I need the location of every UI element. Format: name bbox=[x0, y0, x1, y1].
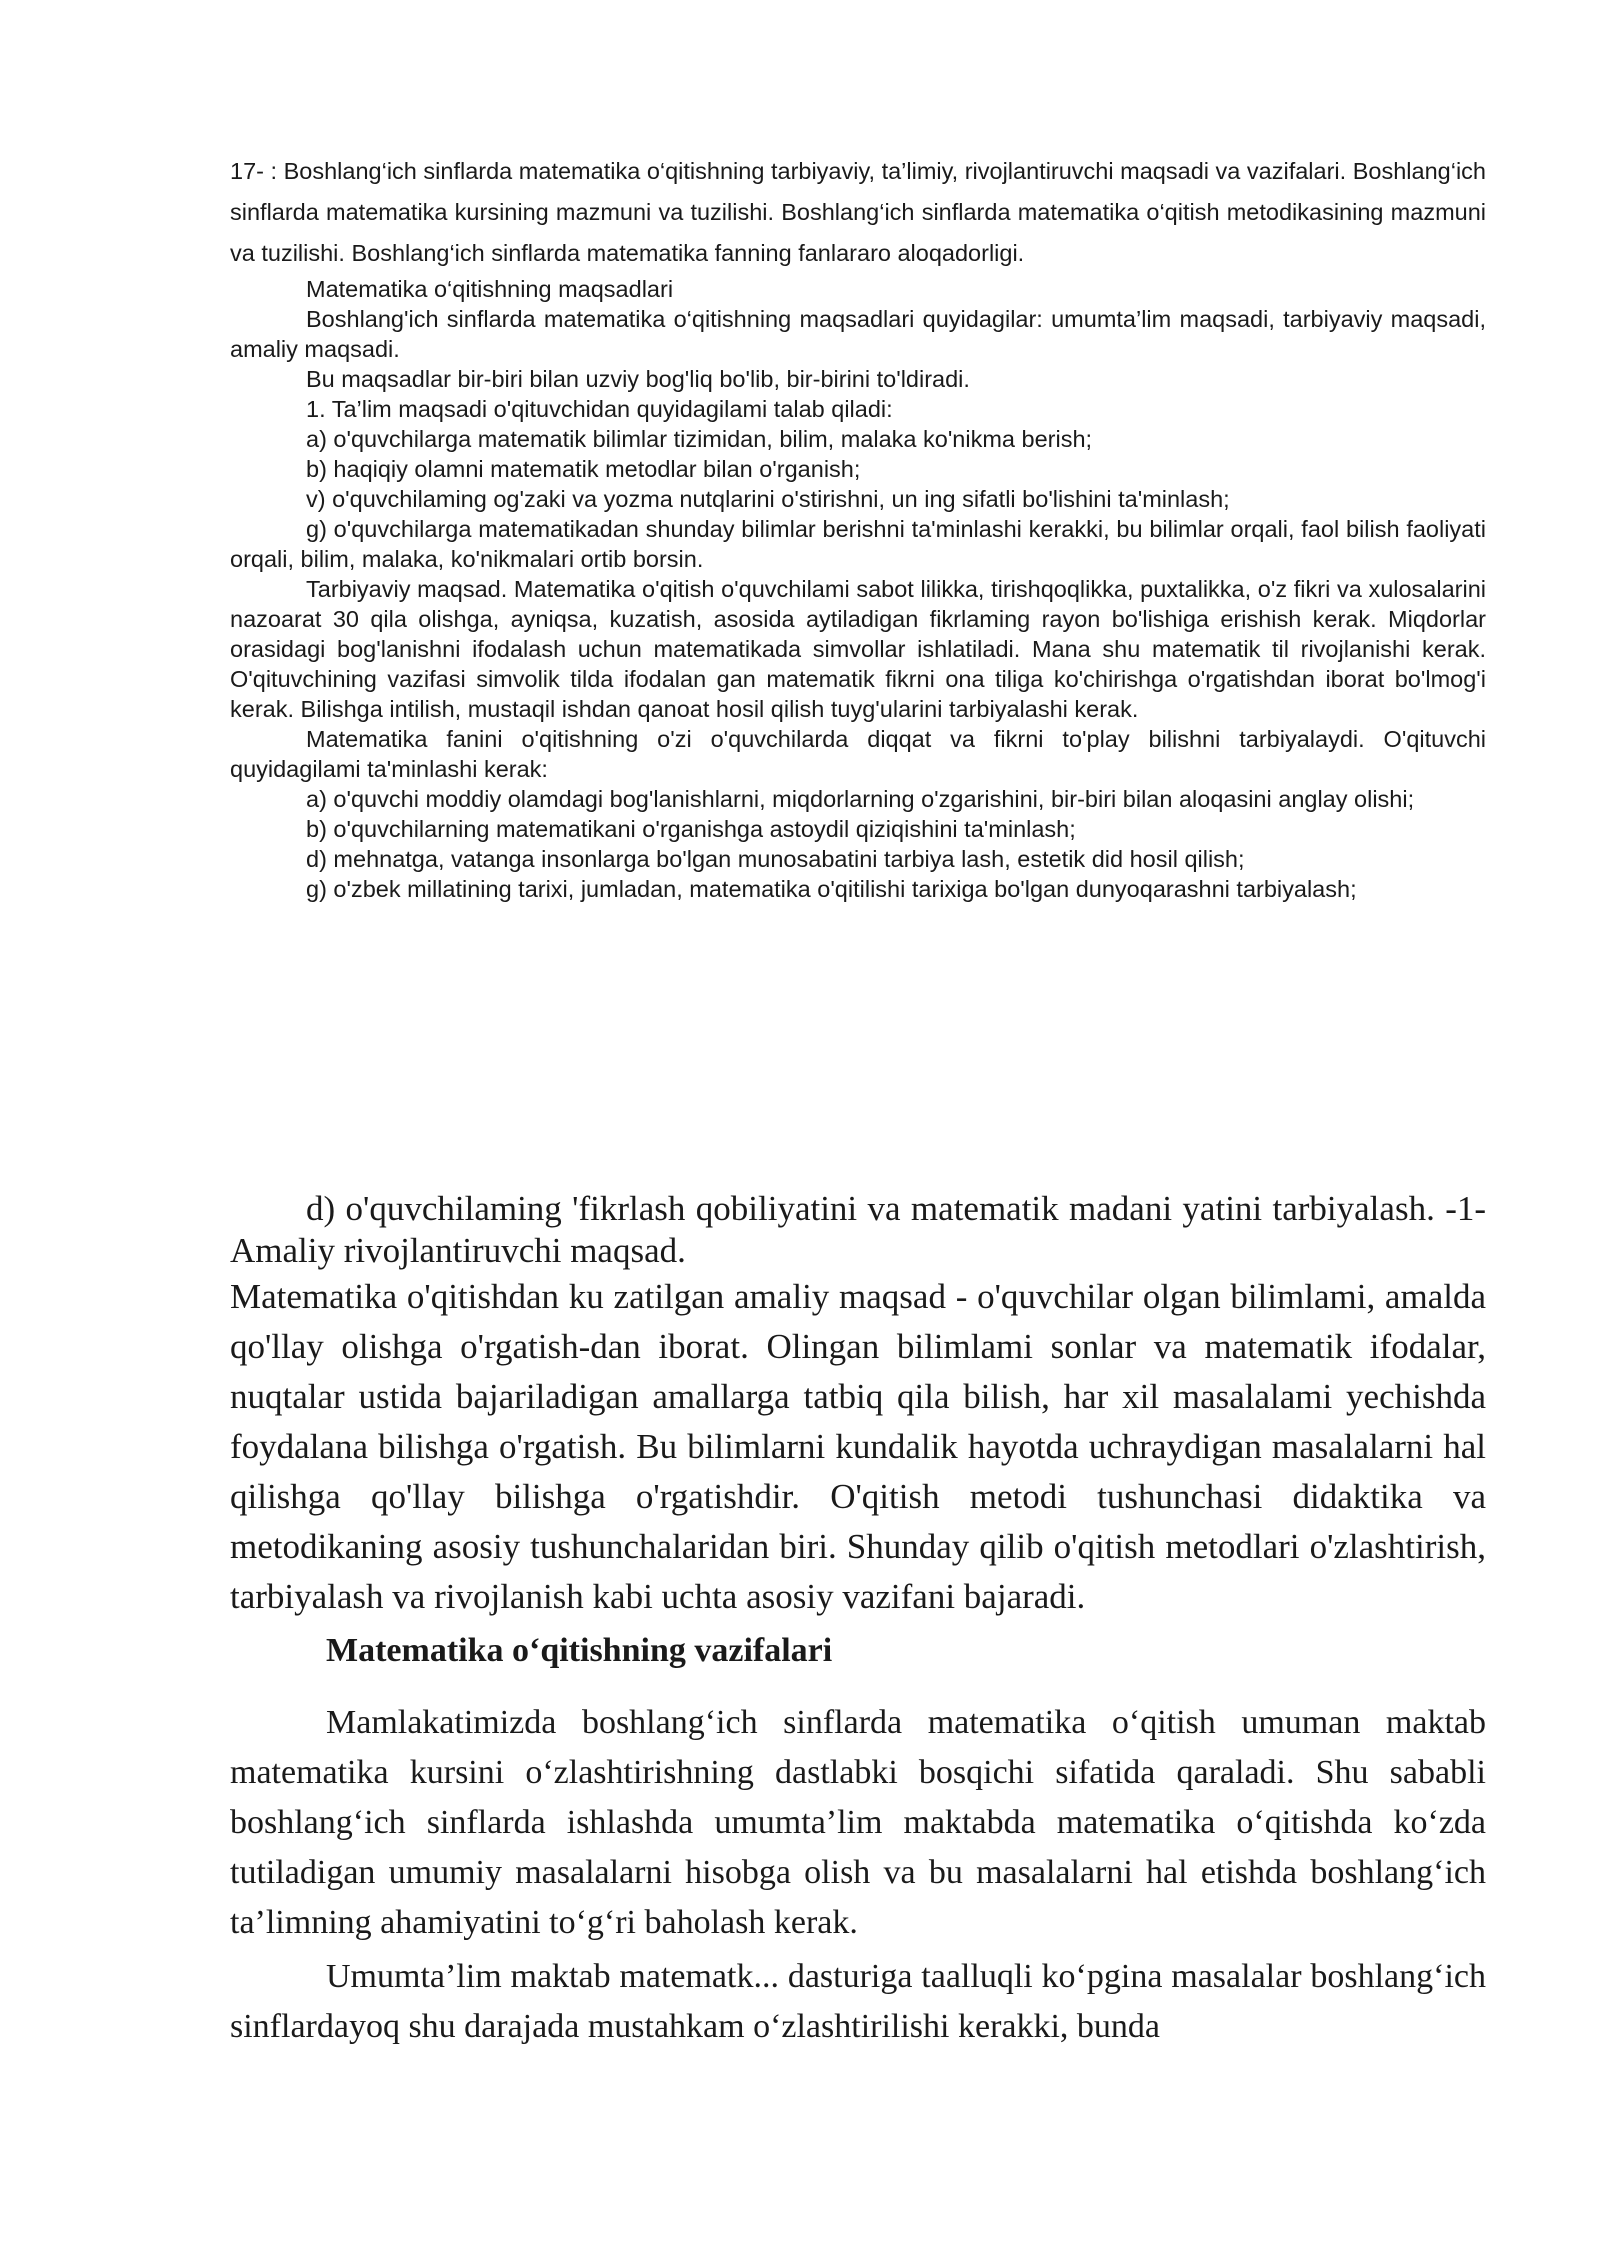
talim-item-v: v) o'quvchilaming og'zaki va yozma nutqlarini o'stirishni, un ing sifatli bo'lishini ta'minlash; bbox=[306, 486, 1230, 512]
fanini-item-b: b) o'quvchilarning matematikani o'rganishga astoydil qiziqishini ta'minlash; bbox=[306, 816, 1076, 842]
umumta-paragraph: Umumta’lim maktab matematk... dasturiga taalluqli ko‘pgina masalalar boshlang‘ich sinflardayoq shu darajada mustahkam o‘zlashtirilishi kerakki, bunda bbox=[230, 1958, 1486, 2045]
fanini-item-d: d) mehnatga, vatanga insonlarga bo'lgan munosabatini tarbiya lash, estetik did hosil qilish; bbox=[306, 846, 1245, 872]
section1-intro: Boshlang'ich sinflarda matematika o‘qitishning maqsadlari quyidagilar: umumta’lim maqsadi, tarbiyaviy maqsadi, amaliy maqsadi. bbox=[230, 306, 1486, 362]
mamlakat-paragraph: Mamlakatimizda boshlang‘ich sinflarda matematika o‘qitish umuman maktab matematika kursini o‘zlashtirishning dastlabki bosqichi sifatida qaraladi. Shu sababli boshlang‘ich sinflarda ishlashda umumta’lim maktabda matematika o‘qitishda ko‘zda tutiladigan umumiy masalalarni hisobga olish va bu masalalarni hal etishda boshlang‘ich ta’limning ahamiyatini to‘g‘ri baholash kerak. bbox=[230, 1704, 1486, 1941]
tarbiyaviy-paragraph: Tarbiyaviy maqsad. Matematika o'qitish o'quvchilami sabot lilikka, tirishqoqlikka, puxtalikka, o'z fikri va xulosalarini nazoarat 30 qila olishga, ayniqsa, kuzatish, asosida aytiladigan fikrlaming rayon bo'lishiga erishish kerak. Miqdorlar orasidagi bog'lanishni ifodalash uchun matematikada simvollar ishlatiladi. Mana shu matematik til rivojlanishi kerak. O'qituvchining vazifasi simvolik tilda ifodalan gan matematik fikrni ona tiliga ko'chirishga o'rgatishdan iborat bo'lmog'i kerak. Bilishga intilish, mustaqil ishdan qanoat hosil qilish tuyg'ularini tarbiyalashi kerak. bbox=[230, 576, 1486, 722]
talim-item-b: b) haqiqiy olamni matematik metodlar bilan o'rganish; bbox=[306, 456, 861, 482]
fanini-item-a: a) o'quvchi moddiy olamdagi bog'lanishlarni, miqdorlarning o'zgarishini, bir-biri bilan aloqasini anglay olishi; bbox=[306, 786, 1415, 812]
section1-link: Bu maqsadlar bir-biri bilan uzviy bog'liq bo'lib, bir-birini to'ldiradi. bbox=[306, 366, 970, 392]
large-text-block bbox=[230, 1188, 1486, 2052]
section2-title: Matematika o‘qitishning vazifalari bbox=[326, 1632, 833, 1669]
small-text-block bbox=[230, 151, 1486, 904]
talim-item-g: g) o'quvchilarga matematikadan shunday bilimlar berishni ta'minlashi kerakki, bu bilimlar orqali, faol bilish faoliyati orqali, bilim, malaka, ko'nikmalari ortib borsin. bbox=[230, 516, 1486, 572]
fanini-item-g: g) o'zbek millatining tarixi, jumladan, matematika o'qitilishi tarixiga bo'lgan dunyoqarashni tarbiyalash; bbox=[306, 876, 1357, 902]
talim-item-a: a) o'quvchilarga matematik bilimlar tizimidan, bilim, malaka ko'nikma berish; bbox=[306, 426, 1093, 452]
d-item-paragraph: d) o'quvchilaming 'fikrlash qobiliyatini va matematik madani yatini tarbiyalash. -1-Amaliy rivojlantiruvchi maqsad. bbox=[230, 1189, 1486, 1270]
talim-title: 1. Ta’lim maqsadi o'qituvchidan quyidagilami talab qiladi: bbox=[306, 396, 893, 422]
section1-title: Matematika o‘qitishning maqsadlari bbox=[306, 276, 674, 302]
amaliy-paragraph: Matematika o'qitishdan ku zatilgan amaliy maqsad - o'quvchilar olgan bilimlami, amalda qo'llay olishga o'rgatish-dan iborat. Olingan bilimlami sonlar va matematik ifodalar, nuqtalar ustida bajariladigan amallarga tatbiq qila bilish, har xil masalalami yechishda foydalana bilishga o'rgatish. Bu bilimlarni kundalik hayotda uchraydigan masalalarni hal qilishga qo'llay bilishga o'rgatishdir. O'qitish metodi tushunchasi didaktika va metodikaning asosiy tushunchalaridan biri. Shunday qilib o'qitish metodlari o'zlashtirish, tarbiyalash va rivojlanish kabi uchta asosiy vazifani bajaradi. bbox=[230, 1277, 1486, 1616]
fanini-paragraph: Matematika fanini o'qitishning o'zi o'quvchilarda diqqat va fikrni to'play bilishni tarbiyalaydi. O'qituvchi quyidagilami ta'minlashi kerak: bbox=[230, 726, 1486, 782]
intro-paragraph: 17- : Boshlang‘ich sinflarda matematika o‘qitishning tarbiyaviy, ta’limiy, rivojlantiruvchi maqsadi va vazifalari. Boshlang‘ich sinflarda matematika kursining mazmuni va tuzilishi. Boshlang‘ich sinflarda matematika o‘qitish metodikasining mazmuni va tuzilishi. Boshlang‘ich sinflarda matematika fanning fanlararo aloqadorligi. bbox=[230, 158, 1486, 266]
